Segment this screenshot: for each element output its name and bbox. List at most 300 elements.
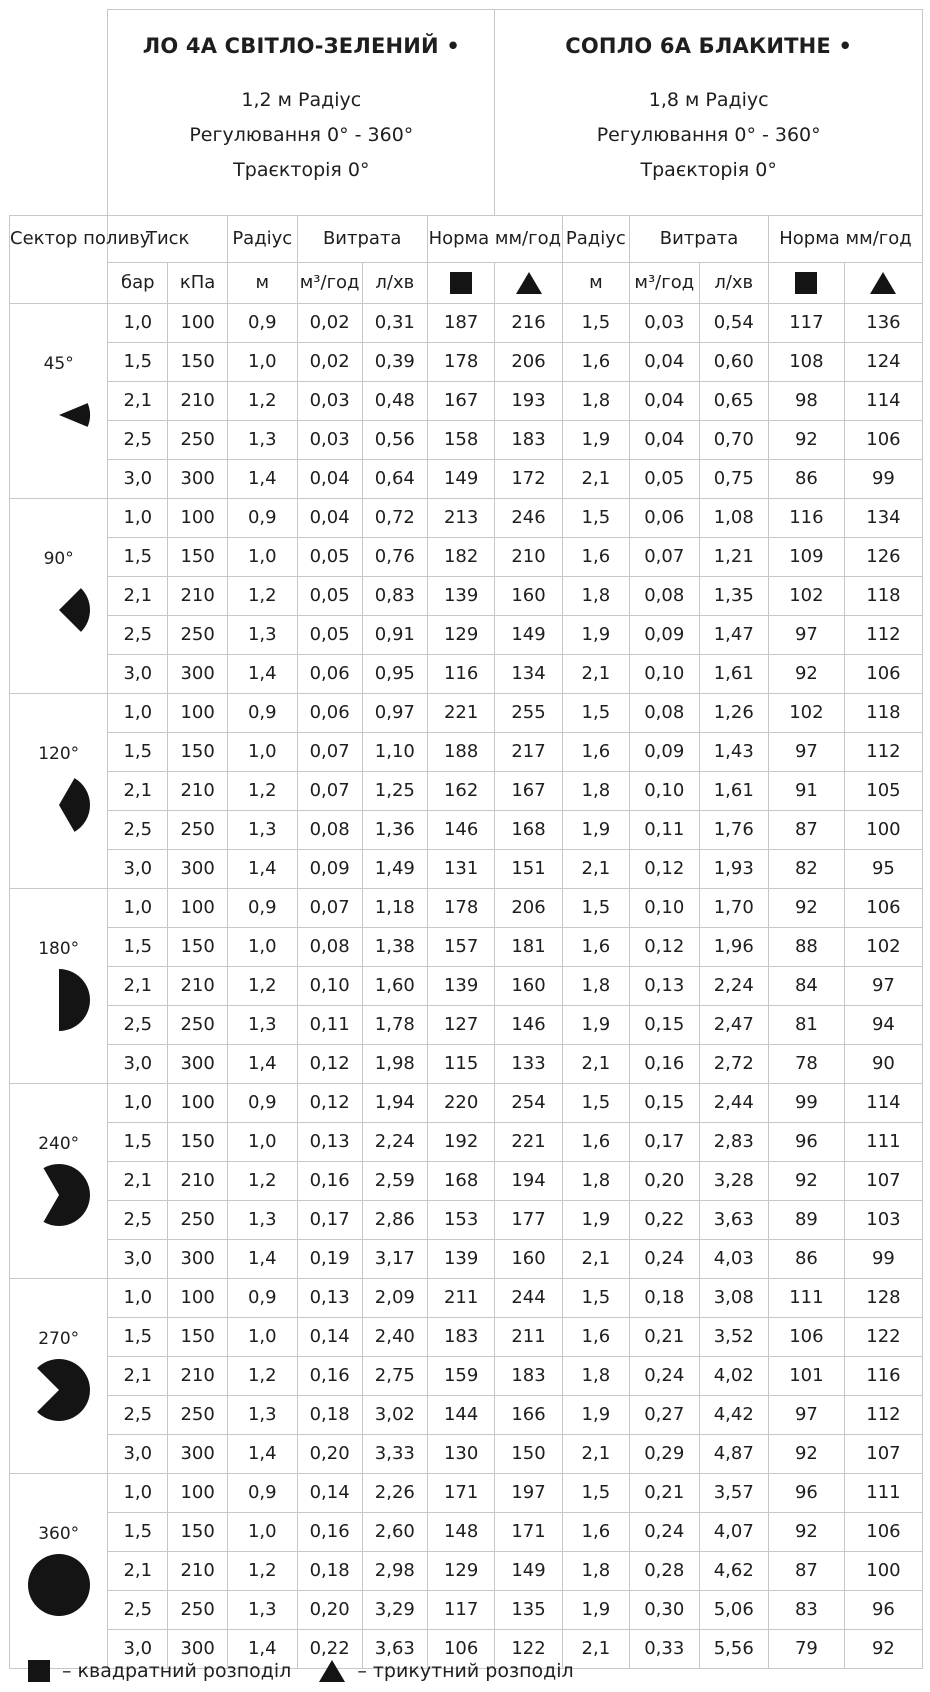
table-row (10, 811, 923, 850)
cell-nozzle-2-radius: 1,5 (562, 1084, 629, 1123)
cell-nozzle-1-rate-square: 171 (427, 1474, 494, 1513)
cell-nozzle-2-flow-lmin: 3,57 (699, 1474, 768, 1513)
cell-nozzle-1-rate-square: 159 (427, 1357, 494, 1396)
unit-kpa: кПа (168, 263, 228, 304)
cell-nozzle-1-radius: 1,2 (228, 577, 297, 616)
table-row (10, 967, 923, 1006)
nozzle-2-title: СОПЛО 6А БЛАКИТНЕ • (565, 34, 853, 58)
cell-nozzle-1-rate-square: 139 (427, 577, 494, 616)
cell-nozzle-1-radius: 1,3 (228, 811, 297, 850)
cell-nozzle-1-rate-triangle: 177 (495, 1201, 562, 1240)
cell-pressure-bar: 2,1 (108, 1552, 168, 1591)
cell-nozzle-1-rate-square: 129 (427, 1552, 494, 1591)
cell-nozzle-1-rate-triangle: 246 (495, 499, 562, 538)
cell-nozzle-1-radius: 1,0 (228, 1318, 297, 1357)
table-row (10, 889, 923, 928)
cell-nozzle-1-rate-triangle: 254 (495, 1084, 562, 1123)
cell-nozzle-2-flow-m3h: 0,10 (630, 889, 699, 928)
sector-180-icon (27, 968, 91, 1032)
cell-nozzle-1-radius: 1,3 (228, 1591, 297, 1630)
cell-nozzle-2-flow-m3h: 0,09 (630, 733, 699, 772)
cell-nozzle-1-flow-m3h: 0,13 (297, 1279, 362, 1318)
cell-nozzle-1-rate-triangle: 122 (495, 1630, 562, 1669)
cell-pressure-kpa: 150 (168, 1123, 228, 1162)
cell-pressure-bar: 2,1 (108, 1357, 168, 1396)
cell-nozzle-1-flow-lmin: 2,98 (362, 1552, 427, 1591)
cell-nozzle-1-flow-m3h: 0,07 (297, 772, 362, 811)
cell-nozzle-2-rate-triangle: 112 (844, 1396, 922, 1435)
pressure-header: Тиск (108, 216, 228, 263)
nozzle-1-flow-header: Витрата (297, 216, 427, 263)
cell-nozzle-2-rate-square: 99 (768, 1084, 844, 1123)
cell-nozzle-1-flow-m3h: 0,05 (297, 538, 362, 577)
table-row (10, 1591, 923, 1630)
cell-nozzle-1-rate-triangle: 206 (495, 343, 562, 382)
cell-pressure-kpa: 210 (168, 967, 228, 1006)
triangle-icon (870, 272, 896, 294)
cell-nozzle-2-rate-square: 98 (768, 382, 844, 421)
cell-nozzle-1-rate-square: 221 (427, 694, 494, 733)
cell-nozzle-2-radius: 2,1 (562, 655, 629, 694)
sector-240-icon (27, 1163, 91, 1227)
cell-nozzle-2-rate-square: 109 (768, 538, 844, 577)
cell-nozzle-2-radius: 2,1 (562, 1630, 629, 1669)
cell-pressure-kpa: 210 (168, 1552, 228, 1591)
cell-nozzle-2-radius: 2,1 (562, 1435, 629, 1474)
cell-nozzle-1-flow-lmin: 3,17 (362, 1240, 427, 1279)
cell-nozzle-1-radius: 1,0 (228, 1513, 297, 1552)
cell-nozzle-2-rate-triangle: 106 (844, 889, 922, 928)
cell-nozzle-1-rate-triangle: 135 (495, 1591, 562, 1630)
cell-nozzle-1-radius: 1,3 (228, 1006, 297, 1045)
cell-nozzle-1-flow-m3h: 0,16 (297, 1513, 362, 1552)
cell-nozzle-1-rate-triangle: 133 (495, 1045, 562, 1084)
cell-nozzle-1-flow-lmin: 0,31 (362, 304, 427, 343)
nozzle-1-header (108, 10, 495, 216)
cell-nozzle-1-rate-square: 158 (427, 421, 494, 460)
cell-nozzle-1-flow-m3h: 0,02 (297, 304, 362, 343)
cell-nozzle-2-rate-triangle: 99 (844, 460, 922, 499)
cell-nozzle-2-flow-m3h: 0,13 (630, 967, 699, 1006)
nozzle-2-flow-header: Витрата (630, 216, 769, 263)
cell-nozzle-1-radius: 1,2 (228, 1552, 297, 1591)
cell-nozzle-1-rate-triangle: 194 (495, 1162, 562, 1201)
cell-nozzle-2-flow-lmin: 5,56 (699, 1630, 768, 1669)
cell-nozzle-1-radius: 0,9 (228, 499, 297, 538)
cell-nozzle-2-radius: 1,6 (562, 1318, 629, 1357)
cell-nozzle-2-rate-triangle: 112 (844, 616, 922, 655)
cell-nozzle-2-flow-lmin: 1,61 (699, 655, 768, 694)
cell-pressure-bar: 1,0 (108, 1279, 168, 1318)
cell-pressure-bar: 1,5 (108, 538, 168, 577)
nozzle-1-unit-m: м (228, 263, 297, 304)
cell-pressure-bar: 1,0 (108, 304, 168, 343)
cell-pressure-bar: 1,0 (108, 1474, 168, 1513)
cell-nozzle-2-flow-lmin: 1,93 (699, 850, 768, 889)
cell-pressure-bar: 1,0 (108, 499, 168, 538)
cell-nozzle-1-flow-lmin: 0,56 (362, 421, 427, 460)
cell-nozzle-2-flow-lmin: 0,60 (699, 343, 768, 382)
cell-nozzle-1-flow-m3h: 0,14 (297, 1318, 362, 1357)
cell-pressure-bar: 2,5 (108, 1201, 168, 1240)
square-icon (450, 272, 472, 294)
cell-nozzle-1-flow-m3h: 0,02 (297, 343, 362, 382)
nozzle-1-unit-lmin: л/хв (362, 263, 427, 304)
cell-nozzle-2-rate-triangle: 124 (844, 343, 922, 382)
cell-nozzle-1-flow-lmin: 0,83 (362, 577, 427, 616)
sector-label: 45° (43, 353, 74, 374)
table-row (10, 382, 923, 421)
table-body (10, 304, 923, 1669)
cell-nozzle-2-flow-lmin: 1,21 (699, 538, 768, 577)
cell-nozzle-1-radius: 1,4 (228, 1045, 297, 1084)
table-row (10, 1357, 923, 1396)
legend-triangle-label: – трикутний розподіл (357, 1660, 574, 1682)
cell-nozzle-1-rate-triangle: 193 (495, 382, 562, 421)
cell-nozzle-2-flow-lmin: 1,08 (699, 499, 768, 538)
cell-nozzle-1-flow-m3h: 0,20 (297, 1435, 362, 1474)
cell-nozzle-2-rate-triangle: 102 (844, 928, 922, 967)
cell-nozzle-2-radius: 1,6 (562, 733, 629, 772)
cell-nozzle-1-rate-square: 187 (427, 304, 494, 343)
cell-nozzle-1-rate-square: 116 (427, 655, 494, 694)
cell-nozzle-2-rate-square: 92 (768, 655, 844, 694)
cell-nozzle-1-rate-triangle: 183 (495, 1357, 562, 1396)
cell-pressure-kpa: 250 (168, 1006, 228, 1045)
cell-nozzle-2-flow-m3h: 0,08 (630, 694, 699, 733)
cell-nozzle-1-flow-lmin: 0,95 (362, 655, 427, 694)
cell-nozzle-2-rate-square: 102 (768, 694, 844, 733)
cell-nozzle-1-rate-square: 106 (427, 1630, 494, 1669)
sector-cell (10, 889, 108, 1084)
cell-nozzle-2-rate-triangle: 92 (844, 1630, 922, 1669)
cell-pressure-kpa: 250 (168, 421, 228, 460)
cell-nozzle-1-rate-triangle: 255 (495, 694, 562, 733)
cell-nozzle-1-rate-triangle: 216 (495, 304, 562, 343)
cell-nozzle-2-radius: 1,8 (562, 577, 629, 616)
cell-nozzle-1-rate-triangle: 221 (495, 1123, 562, 1162)
cell-nozzle-2-radius: 1,6 (562, 928, 629, 967)
cell-nozzle-2-radius: 1,6 (562, 1123, 629, 1162)
cell-nozzle-2-flow-lmin: 2,47 (699, 1006, 768, 1045)
nozzle-2-radius: 1,8 м Радіус (648, 89, 769, 111)
cell-nozzle-1-flow-lmin: 1,60 (362, 967, 427, 1006)
table-row (10, 772, 923, 811)
nozzle-1-title: ЛО 4А СВІТЛО-ЗЕЛЕНИЙ • (142, 34, 460, 58)
cell-nozzle-1-flow-m3h: 0,09 (297, 850, 362, 889)
cell-nozzle-2-rate-triangle: 128 (844, 1279, 922, 1318)
cell-pressure-bar: 2,1 (108, 1162, 168, 1201)
cell-pressure-bar: 1,5 (108, 733, 168, 772)
cell-nozzle-1-radius: 1,3 (228, 421, 297, 460)
cell-nozzle-1-flow-m3h: 0,07 (297, 889, 362, 928)
sector-360-icon (27, 1553, 91, 1617)
cell-nozzle-2-flow-lmin: 4,62 (699, 1552, 768, 1591)
table-row (10, 1162, 923, 1201)
unit-bar: бар (108, 263, 168, 304)
cell-nozzle-1-rate-triangle: 217 (495, 733, 562, 772)
cell-nozzle-2-flow-m3h: 0,10 (630, 655, 699, 694)
cell-pressure-bar: 1,0 (108, 694, 168, 733)
cell-pressure-bar: 3,0 (108, 1240, 168, 1279)
table-row (10, 616, 923, 655)
cell-nozzle-2-radius: 1,8 (562, 1357, 629, 1396)
sector-cell (10, 694, 108, 889)
cell-nozzle-1-rate-square: 182 (427, 538, 494, 577)
nozzle-1-triangle-col (495, 263, 562, 304)
cell-pressure-bar: 1,5 (108, 1513, 168, 1552)
table-row (10, 928, 923, 967)
cell-nozzle-1-rate-square: 130 (427, 1435, 494, 1474)
cell-nozzle-1-flow-m3h: 0,11 (297, 1006, 362, 1045)
sector-cell (10, 1474, 108, 1669)
cell-pressure-kpa: 210 (168, 1162, 228, 1201)
cell-pressure-kpa: 300 (168, 850, 228, 889)
cell-nozzle-2-flow-m3h: 0,04 (630, 421, 699, 460)
cell-nozzle-2-flow-m3h: 0,21 (630, 1474, 699, 1513)
cell-nozzle-1-rate-square: 146 (427, 811, 494, 850)
cell-nozzle-1-flow-lmin: 2,40 (362, 1318, 427, 1357)
cell-nozzle-1-flow-lmin: 3,02 (362, 1396, 427, 1435)
cell-pressure-kpa: 300 (168, 1630, 228, 1669)
cell-nozzle-2-rate-triangle: 99 (844, 1240, 922, 1279)
corner-cell (10, 10, 108, 216)
cell-nozzle-2-flow-lmin: 1,96 (699, 928, 768, 967)
cell-nozzle-1-rate-square: 157 (427, 928, 494, 967)
cell-nozzle-2-rate-triangle: 106 (844, 1513, 922, 1552)
cell-nozzle-2-flow-m3h: 0,04 (630, 343, 699, 382)
cell-pressure-kpa: 100 (168, 1279, 228, 1318)
cell-nozzle-2-rate-square: 102 (768, 577, 844, 616)
cell-nozzle-1-rate-triangle: 160 (495, 1240, 562, 1279)
cell-nozzle-1-flow-lmin: 0,39 (362, 343, 427, 382)
table-row (10, 538, 923, 577)
cell-nozzle-1-flow-m3h: 0,18 (297, 1396, 362, 1435)
cell-nozzle-2-flow-lmin: 3,52 (699, 1318, 768, 1357)
cell-nozzle-2-flow-m3h: 0,10 (630, 772, 699, 811)
cell-pressure-bar: 3,0 (108, 655, 168, 694)
cell-pressure-bar: 2,1 (108, 382, 168, 421)
cell-nozzle-2-rate-square: 78 (768, 1045, 844, 1084)
cell-nozzle-1-flow-lmin: 0,48 (362, 382, 427, 421)
cell-nozzle-1-rate-square: 167 (427, 382, 494, 421)
nozzle-data-table (9, 9, 923, 1669)
cell-nozzle-2-flow-m3h: 0,07 (630, 538, 699, 577)
cell-nozzle-1-rate-square: 162 (427, 772, 494, 811)
cell-nozzle-1-rate-square: 139 (427, 1240, 494, 1279)
cell-nozzle-2-rate-square: 86 (768, 1240, 844, 1279)
cell-nozzle-1-rate-triangle: 183 (495, 421, 562, 460)
cell-nozzle-2-rate-square: 96 (768, 1123, 844, 1162)
cell-nozzle-1-rate-triangle: 160 (495, 967, 562, 1006)
nozzle-1-square-col (427, 263, 494, 304)
nozzle-2-radius-header: Радіус (562, 216, 629, 263)
nozzle-2-trajectory: Траєкторія 0° (640, 159, 777, 181)
table-row (10, 421, 923, 460)
cell-nozzle-2-rate-triangle: 116 (844, 1357, 922, 1396)
cell-nozzle-1-flow-lmin: 1,94 (362, 1084, 427, 1123)
cell-nozzle-1-rate-square: 139 (427, 967, 494, 1006)
cell-nozzle-2-flow-m3h: 0,33 (630, 1630, 699, 1669)
table-row (10, 1474, 923, 1513)
cell-nozzle-1-flow-m3h: 0,17 (297, 1201, 362, 1240)
cell-nozzle-1-flow-m3h: 0,06 (297, 655, 362, 694)
cell-nozzle-2-radius: 2,1 (562, 1240, 629, 1279)
cell-nozzle-2-flow-m3h: 0,24 (630, 1513, 699, 1552)
cell-nozzle-2-flow-m3h: 0,28 (630, 1552, 699, 1591)
cell-nozzle-1-flow-m3h: 0,05 (297, 577, 362, 616)
nozzle-2-unit-lmin: л/хв (699, 263, 768, 304)
cell-nozzle-2-radius: 1,8 (562, 1162, 629, 1201)
cell-pressure-kpa: 210 (168, 1357, 228, 1396)
table-row (10, 343, 923, 382)
cell-pressure-kpa: 210 (168, 382, 228, 421)
cell-nozzle-2-flow-lmin: 1,26 (699, 694, 768, 733)
cell-nozzle-2-rate-triangle: 114 (844, 382, 922, 421)
cell-nozzle-1-flow-lmin: 0,97 (362, 694, 427, 733)
cell-nozzle-2-radius: 1,6 (562, 538, 629, 577)
cell-nozzle-1-flow-lmin: 1,18 (362, 889, 427, 928)
cell-nozzle-2-rate-triangle: 97 (844, 967, 922, 1006)
cell-nozzle-2-rate-square: 89 (768, 1201, 844, 1240)
sector-270-icon (27, 1358, 91, 1422)
cell-nozzle-1-flow-lmin: 1,36 (362, 811, 427, 850)
cell-nozzle-2-rate-square: 116 (768, 499, 844, 538)
cell-nozzle-2-rate-square: 79 (768, 1630, 844, 1669)
cell-nozzle-1-rate-triangle: 172 (495, 460, 562, 499)
cell-nozzle-2-flow-m3h: 0,12 (630, 928, 699, 967)
nozzle-1-trajectory: Траєкторія 0° (233, 159, 370, 181)
cell-pressure-kpa: 100 (168, 1474, 228, 1513)
cell-nozzle-1-radius: 0,9 (228, 694, 297, 733)
nozzle-1-radius-header: Радіус (228, 216, 297, 263)
sector-label: 120° (38, 743, 80, 764)
nozzle-2-unit-m3h: м³/год (630, 263, 699, 304)
cell-nozzle-2-rate-triangle: 111 (844, 1123, 922, 1162)
nozzle-2-header (495, 10, 923, 216)
cell-nozzle-1-flow-lmin: 0,64 (362, 460, 427, 499)
cell-nozzle-1-rate-square: 148 (427, 1513, 494, 1552)
cell-nozzle-2-flow-m3h: 0,06 (630, 499, 699, 538)
cell-nozzle-2-rate-triangle: 106 (844, 421, 922, 460)
cell-nozzle-2-flow-lmin: 1,70 (699, 889, 768, 928)
cell-nozzle-2-flow-m3h: 0,27 (630, 1396, 699, 1435)
cell-nozzle-1-rate-triangle: 210 (495, 538, 562, 577)
cell-nozzle-1-radius: 1,3 (228, 1201, 297, 1240)
cell-nozzle-1-rate-triangle: 149 (495, 1552, 562, 1591)
cell-nozzle-2-flow-lmin: 4,02 (699, 1357, 768, 1396)
cell-nozzle-2-rate-square: 92 (768, 1513, 844, 1552)
table-row (10, 577, 923, 616)
table-row (10, 1123, 923, 1162)
cell-nozzle-2-radius: 1,5 (562, 304, 629, 343)
cell-nozzle-1-flow-m3h: 0,10 (297, 967, 362, 1006)
cell-nozzle-2-flow-lmin: 4,07 (699, 1513, 768, 1552)
cell-nozzle-1-radius: 1,4 (228, 655, 297, 694)
cell-nozzle-1-flow-lmin: 1,78 (362, 1006, 427, 1045)
cell-nozzle-2-rate-square: 92 (768, 1162, 844, 1201)
cell-nozzle-1-rate-square: 115 (427, 1045, 494, 1084)
cell-nozzle-2-rate-triangle: 103 (844, 1201, 922, 1240)
cell-nozzle-2-radius: 1,5 (562, 499, 629, 538)
sector-cell (10, 1279, 108, 1474)
cell-nozzle-2-flow-lmin: 3,63 (699, 1201, 768, 1240)
cell-nozzle-2-flow-m3h: 0,22 (630, 1201, 699, 1240)
legend-square-label: – квадратний розподіл (62, 1660, 292, 1682)
cell-nozzle-1-flow-m3h: 0,20 (297, 1591, 362, 1630)
cell-pressure-kpa: 100 (168, 889, 228, 928)
cell-nozzle-2-flow-lmin: 2,72 (699, 1045, 768, 1084)
cell-pressure-kpa: 300 (168, 655, 228, 694)
cell-nozzle-2-rate-square: 117 (768, 304, 844, 343)
cell-nozzle-1-rate-square: 127 (427, 1006, 494, 1045)
cell-pressure-bar: 2,1 (108, 577, 168, 616)
cell-nozzle-1-rate-triangle: 171 (495, 1513, 562, 1552)
sector-cell (10, 304, 108, 499)
cell-nozzle-2-flow-lmin: 0,70 (699, 421, 768, 460)
cell-pressure-kpa: 100 (168, 499, 228, 538)
cell-nozzle-1-flow-m3h: 0,03 (297, 421, 362, 460)
cell-nozzle-2-rate-square: 88 (768, 928, 844, 967)
sector-45-icon (27, 383, 91, 447)
cell-nozzle-2-radius: 2,1 (562, 850, 629, 889)
sector-label: 270° (38, 1328, 80, 1349)
cell-pressure-bar: 1,5 (108, 1318, 168, 1357)
cell-nozzle-2-flow-m3h: 0,05 (630, 460, 699, 499)
cell-pressure-bar: 3,0 (108, 1630, 168, 1669)
cell-nozzle-1-flow-m3h: 0,14 (297, 1474, 362, 1513)
cell-nozzle-2-rate-square: 92 (768, 421, 844, 460)
cell-nozzle-2-rate-triangle: 114 (844, 1084, 922, 1123)
cell-nozzle-2-flow-m3h: 0,15 (630, 1006, 699, 1045)
cell-nozzle-1-flow-m3h: 0,08 (297, 811, 362, 850)
cell-nozzle-2-radius: 1,5 (562, 1474, 629, 1513)
cell-nozzle-1-flow-m3h: 0,04 (297, 460, 362, 499)
cell-nozzle-1-rate-triangle: 160 (495, 577, 562, 616)
cell-nozzle-1-rate-triangle: 167 (495, 772, 562, 811)
cell-nozzle-1-rate-square: 131 (427, 850, 494, 889)
cell-nozzle-1-radius: 1,0 (228, 538, 297, 577)
cell-nozzle-1-radius: 0,9 (228, 1474, 297, 1513)
cell-nozzle-2-flow-m3h: 0,09 (630, 616, 699, 655)
cell-pressure-kpa: 150 (168, 1318, 228, 1357)
cell-nozzle-1-rate-square: 168 (427, 1162, 494, 1201)
cell-nozzle-1-flow-lmin: 3,29 (362, 1591, 427, 1630)
cell-nozzle-2-rate-triangle: 100 (844, 1552, 922, 1591)
cell-nozzle-2-rate-triangle: 107 (844, 1435, 922, 1474)
table-row (10, 1279, 923, 1318)
table-row (10, 694, 923, 733)
cell-nozzle-1-flow-m3h: 0,05 (297, 616, 362, 655)
table-row (10, 1240, 923, 1279)
cell-nozzle-2-rate-triangle: 106 (844, 655, 922, 694)
cell-nozzle-2-rate-triangle: 95 (844, 850, 922, 889)
cell-nozzle-2-radius: 1,8 (562, 967, 629, 1006)
cell-nozzle-1-rate-triangle: 149 (495, 616, 562, 655)
cell-nozzle-2-flow-m3h: 0,17 (630, 1123, 699, 1162)
cell-nozzle-1-radius: 1,4 (228, 1240, 297, 1279)
cell-nozzle-2-flow-lmin: 4,87 (699, 1435, 768, 1474)
cell-nozzle-1-radius: 1,0 (228, 343, 297, 382)
nozzle-1-rate-header: Норма мм/год (427, 216, 562, 263)
cell-pressure-bar: 2,5 (108, 1591, 168, 1630)
cell-pressure-bar: 1,5 (108, 1123, 168, 1162)
cell-nozzle-2-rate-square: 111 (768, 1279, 844, 1318)
cell-pressure-bar: 2,1 (108, 772, 168, 811)
cell-nozzle-1-rate-square: 178 (427, 889, 494, 928)
cell-nozzle-2-rate-triangle: 105 (844, 772, 922, 811)
square-icon (795, 272, 817, 294)
